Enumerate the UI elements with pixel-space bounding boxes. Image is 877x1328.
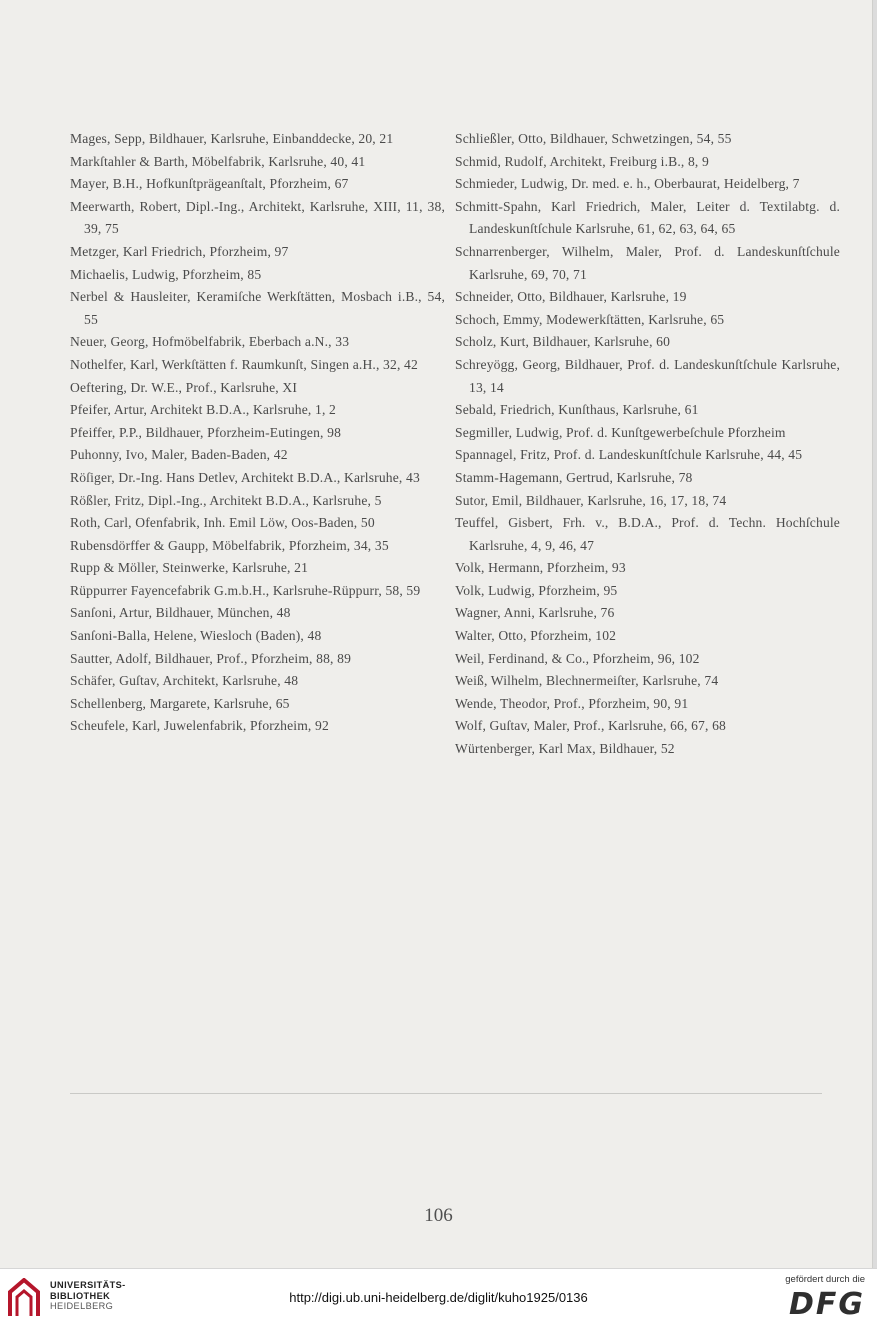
index-entry: Mayer, B.H., Hofkunſtprägeanſtalt, Pforzheim, 67 — [70, 176, 349, 192]
index-entry: Rupp & Möller, Steinwerke, Karlsruhe, 21 — [70, 560, 309, 576]
index-entry: Schmid, Rudolf, Architekt, Freiburg i.B., 8, 9 — [455, 153, 709, 169]
index-column-left — [70, 128, 445, 738]
index-entry: Scheufele, Karl, Juwelenfabrik, Pforzheim, 92 — [70, 718, 329, 734]
index-entry: Michaelis, Ludwig, Pforzheim, 85 — [70, 266, 262, 282]
index-entry: Wolf, Guſtav, Maler, Prof., Karlsruhe, 66, 67, 68 — [455, 718, 726, 734]
index-entry: Schellenberg, Margarete, Karlsruhe, 65 — [70, 695, 290, 711]
index-entry: Weiß, Wilhelm, Blechnermeiſter, Karlsruhe, 74 — [455, 673, 719, 689]
index-entry: Roth, Carl, Ofenfabrik, Inh. Emil Löw, Oos-Baden, 50 — [70, 515, 375, 531]
index-entry: Rüppurrer Fayencefabrik G.m.b.H., Karlsruhe-Rüppurr, 58, 59 — [70, 582, 421, 598]
index-entry: Schließler, Otto, Bildhauer, Schwetzingen, 54, 55 — [455, 131, 732, 146]
index-entry: Markſtahler & Barth, Möbelfabrik, Karlsruhe, 40, 41 — [70, 153, 366, 169]
library-name-line3: HEIDELBERG — [50, 1301, 114, 1311]
index-entry: Stamm-Hagemann, Gertrud, Karlsruhe, 78 — [455, 469, 693, 485]
index-entry: Wende, Theodor, Prof., Pforzheim, 90, 91 — [455, 695, 689, 711]
funder-caption: gefördert durch die — [785, 1274, 865, 1285]
index-entry: Schmitt-Spahn, Karl Friedrich, Maler, Leiter d. Textilabtg. d. Landeskunſtſchule Karlsruhe, 61, 62, 63, 64, 65 — [455, 198, 840, 237]
index-entry: Sebald, Friedrich, Kunſthaus, Karlsruhe, 61 — [455, 402, 699, 418]
index-entry: Teuffel, Gisbert, Frh. v., B.D.A., Prof. d. Techn. Hochſchule Karlsruhe, 4, 9, 46, 47 — [455, 515, 840, 553]
index-entry: Sutor, Emil, Bildhauer, Karlsruhe, 16, 17, 18, 74 — [455, 492, 727, 508]
index-entry: Rubensdörffer & Gaupp, Möbelfabrik, Pforzheim, 34, 35 — [70, 537, 389, 553]
index-entry: Rößler, Fritz, Dipl.-Ing., Architekt B.D.A., Karlsruhe, 5 — [70, 492, 382, 508]
library-name-line1: UNIVERSITÄTS- — [50, 1280, 126, 1290]
index-entry: Nerbel & Hausleiter, Keramiſche Werkſtätten, Mosbach i.B., 54, 55 — [70, 289, 445, 327]
index-entry: Weil, Ferdinand, & Co., Pforzheim, 96, 102 — [455, 650, 700, 666]
permalink-url[interactable]: http://digi.ub.uni-heidelberg.de/diglit/kuho1925/0136 — [289, 1290, 588, 1305]
index-entry: Puhonny, Ivo, Maler, Baden-Baden, 42 — [70, 447, 288, 463]
index-entry: Schoch, Emmy, Modewerkſtätten, Karlsruhe, 65 — [455, 311, 725, 327]
viewer-footer — [0, 1268, 877, 1328]
index-entry: Scholz, Kurt, Bildhauer, Karlsruhe, 60 — [455, 334, 671, 350]
index-entry: Volk, Ludwig, Pforzheim, 95 — [455, 582, 618, 598]
index-entry: Pfeiffer, P.P., Bildhauer, Pforzheim-Eutingen, 98 — [70, 424, 342, 440]
index-column-right — [455, 128, 840, 761]
index-entry: Spannagel, Fritz, Prof. d. Landeskunſtſchule Karlsruhe, 44, 45 — [455, 447, 803, 463]
index-entry: Sautter, Adolf, Bildhauer, Prof., Pforzheim, 88, 89 — [70, 650, 352, 666]
index-entry: Wagner, Anni, Karlsruhe, 76 — [455, 605, 615, 621]
index-entry: Mages, Sepp, Bildhauer, Karlsruhe, Einbanddecke, 20, 21 — [70, 131, 394, 146]
index-entry: Schäfer, Guſtav, Architekt, Karlsruhe, 48 — [70, 673, 299, 689]
index-entry: Neuer, Georg, Hofmöbelfabrik, Eberbach a.N., 33 — [70, 334, 350, 350]
index-entry: Oeftering, Dr. W.E., Prof., Karlsruhe, XI — [70, 379, 298, 395]
index-entry: Schnarrenberger, Wilhelm, Maler, Prof. d. Landeskunſtſchule Karlsruhe, 69, 70, 71 — [455, 243, 840, 282]
index-entry: Volk, Hermann, Pforzheim, 93 — [455, 560, 626, 576]
index-entry: Meerwarth, Robert, Dipl.-Ing., Architekt, Karlsruhe, XIII, 11, 38, 39, 75 — [70, 198, 445, 237]
index-entry: Schmieder, Ludwig, Dr. med. e. h., Oberbaurat, Heidelberg, 7 — [455, 176, 800, 192]
index-entry: Röſiger, Dr.-Ing. Hans Detlev, Architekt B.D.A., Karlsruhe, 43 — [70, 469, 420, 485]
index-entry: Würtenberger, Karl Max, Bildhauer, 52 — [455, 741, 675, 757]
index-entry: Sanſoni, Artur, Bildhauer, München, 48 — [70, 605, 291, 621]
index-entry: Sanſoni-Balla, Helene, Wiesloch (Baden), 48 — [70, 628, 322, 644]
library-name-line2: BIBLIOTHEK — [50, 1290, 111, 1301]
dfg-logo: DFG — [788, 1287, 865, 1322]
index-entry: Metzger, Karl Friedrich, Pforzheim, 97 — [70, 243, 289, 259]
page-number: 106 — [424, 1205, 453, 1226]
bottom-rule — [70, 1093, 822, 1094]
index-entry: Pfeifer, Artur, Architekt B.D.A., Karlsruhe, 1, 2 — [70, 402, 336, 418]
index-entry: Walter, Otto, Pforzheim, 102 — [455, 628, 617, 644]
index-entry: Nothelfer, Karl, Werkſtätten f. Raumkunſt, Singen a.H., 32, 42 — [70, 356, 418, 372]
index-entry: Segmiller, Ludwig, Prof. d. Kunſtgewerbeſchule Pforzheim — [455, 424, 786, 440]
index-entry: Schneider, Otto, Bildhauer, Karlsruhe, 19 — [455, 289, 687, 305]
index-entry: Schreyögg, Georg, Bildhauer, Prof. d. Landeskunſtſchule Karlsruhe, 13, 14 — [455, 356, 840, 395]
